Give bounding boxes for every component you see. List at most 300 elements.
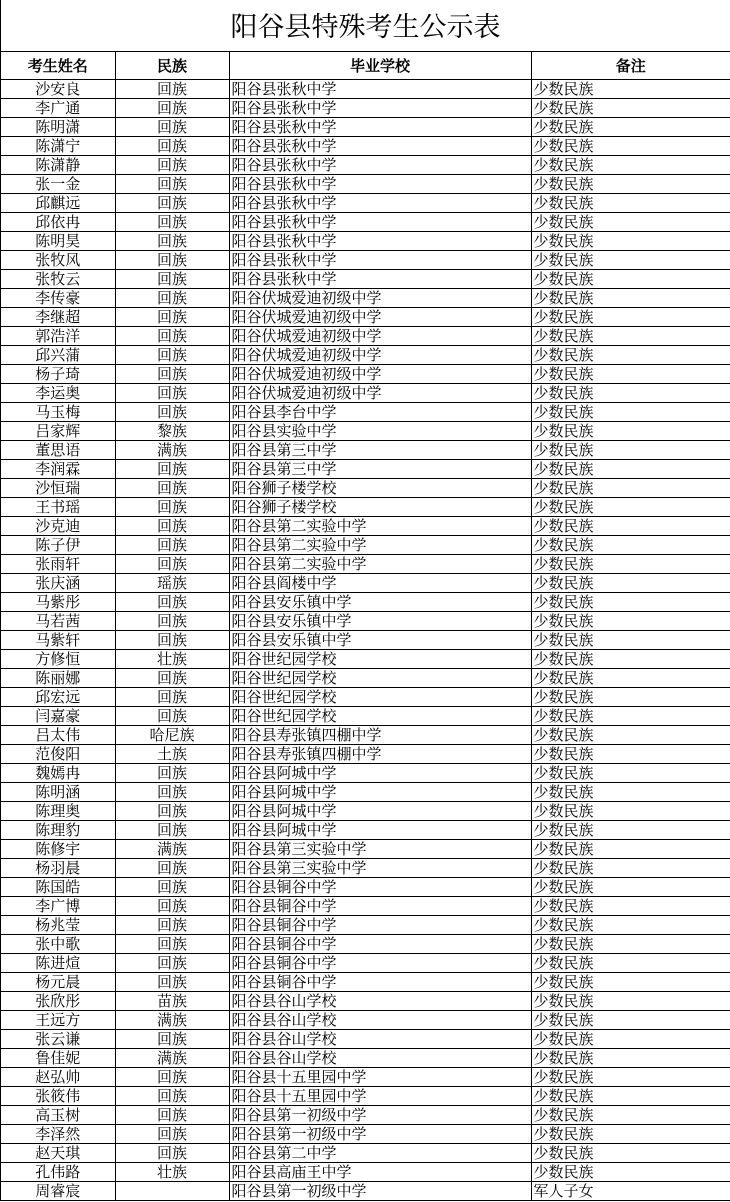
cell-ethnicity: 黎族 <box>115 422 229 441</box>
cell-ethnicity: 哈尼族 <box>115 726 229 745</box>
cell-ethnicity: 满族 <box>115 840 229 859</box>
cell-remark: 少数民族 <box>531 1068 730 1087</box>
cell-name: 吕家辉 <box>1 422 115 441</box>
cell-ethnicity: 回族 <box>115 289 229 308</box>
cell-remark: 少数民族 <box>531 80 730 99</box>
cell-school: 阳谷世纪园学校 <box>229 707 531 726</box>
table-row <box>1 593 730 612</box>
cell-school: 阳谷县寿张镇四棚中学 <box>229 745 531 764</box>
cell-ethnicity: 回族 <box>115 403 229 422</box>
cell-school: 阳谷县寿张镇四棚中学 <box>229 726 531 745</box>
cell-name: 陈国皓 <box>1 878 115 897</box>
cell-name: 王书瑶 <box>1 498 115 517</box>
cell-ethnicity: 回族 <box>115 669 229 688</box>
cell-name: 鲁佳妮 <box>1 1049 115 1068</box>
cell-ethnicity: 回族 <box>115 897 229 916</box>
cell-name: 陈进煊 <box>1 954 115 973</box>
cell-ethnicity: 回族 <box>115 688 229 707</box>
cell-remark: 少数民族 <box>531 1011 730 1030</box>
cell-remark: 少数民族 <box>531 802 730 821</box>
cell-name: 郭浩洋 <box>1 327 115 346</box>
cell-school: 阳谷伏城爱迪初级中学 <box>229 308 531 327</box>
cell-remark: 少数民族 <box>531 650 730 669</box>
cell-remark: 少数民族 <box>531 593 730 612</box>
cell-school: 阳谷县十五里园中学 <box>229 1087 531 1106</box>
cell-school: 阳谷县张秋中学 <box>229 156 531 175</box>
table-row <box>1 365 730 384</box>
cell-name: 赵弘帅 <box>1 1068 115 1087</box>
cell-remark: 少数民族 <box>531 536 730 555</box>
cell-ethnicity: 土族 <box>115 745 229 764</box>
table-row <box>1 289 730 308</box>
cell-ethnicity: 回族 <box>115 498 229 517</box>
cell-school: 阳谷县安乐镇中学 <box>229 631 531 650</box>
cell-ethnicity: 回族 <box>115 346 229 365</box>
cell-ethnicity: 回族 <box>115 612 229 631</box>
cell-school: 阳谷县第二实验中学 <box>229 517 531 536</box>
candidate-table <box>1 52 730 1201</box>
cell-remark: 军人子女 <box>531 1182 730 1201</box>
cell-name: 陈潇静 <box>1 156 115 175</box>
table-row <box>1 1144 730 1163</box>
table-row <box>1 726 730 745</box>
cell-remark: 少数民族 <box>531 137 730 156</box>
cell-ethnicity: 回族 <box>115 821 229 840</box>
table-row <box>1 555 730 574</box>
header-school: 毕业学校 <box>229 52 531 80</box>
cell-name: 王远方 <box>1 1011 115 1030</box>
cell-ethnicity: 回族 <box>115 878 229 897</box>
cell-remark: 少数民族 <box>531 270 730 289</box>
table-row <box>1 460 730 479</box>
cell-school: 阳谷县谷山学校 <box>229 992 531 1011</box>
cell-school: 阳谷县第二实验中学 <box>229 555 531 574</box>
cell-remark: 少数民族 <box>531 365 730 384</box>
cell-school: 阳谷县铜谷中学 <box>229 897 531 916</box>
cell-ethnicity: 回族 <box>115 555 229 574</box>
table-row <box>1 612 730 631</box>
page-title: 阳谷县特殊考生公示表 <box>1 0 730 52</box>
cell-school: 阳谷县张秋中学 <box>229 194 531 213</box>
cell-remark: 少数民族 <box>531 783 730 802</box>
cell-ethnicity: 满族 <box>115 1049 229 1068</box>
cell-ethnicity: 回族 <box>115 80 229 99</box>
cell-school: 阳谷县第三中学 <box>229 441 531 460</box>
cell-name: 陈子伊 <box>1 536 115 555</box>
cell-school: 阳谷县第二实验中学 <box>229 536 531 555</box>
table-row <box>1 1125 730 1144</box>
cell-ethnicity: 回族 <box>115 764 229 783</box>
table-row <box>1 1011 730 1030</box>
table-row <box>1 270 730 289</box>
table-row <box>1 783 730 802</box>
cell-remark: 少数民族 <box>531 1049 730 1068</box>
cell-name: 李运奥 <box>1 384 115 403</box>
cell-remark: 少数民族 <box>531 194 730 213</box>
cell-remark: 少数民族 <box>531 175 730 194</box>
cell-name: 范俊阳 <box>1 745 115 764</box>
cell-remark: 少数民族 <box>531 327 730 346</box>
cell-name: 马玉梅 <box>1 403 115 422</box>
cell-remark: 少数民族 <box>531 1030 730 1049</box>
cell-ethnicity: 回族 <box>115 1125 229 1144</box>
cell-school: 阳谷县第三实验中学 <box>229 859 531 878</box>
cell-remark: 少数民族 <box>531 897 730 916</box>
cell-ethnicity: 回族 <box>115 973 229 992</box>
cell-name: 吕太伟 <box>1 726 115 745</box>
cell-ethnicity: 壮族 <box>115 650 229 669</box>
cell-remark: 少数民族 <box>531 1125 730 1144</box>
cell-name: 沙安良 <box>1 80 115 99</box>
cell-school: 阳谷县铜谷中学 <box>229 954 531 973</box>
cell-school: 阳谷县第二中学 <box>229 1144 531 1163</box>
cell-name: 张一金 <box>1 175 115 194</box>
cell-school: 阳谷县第一初级中学 <box>229 1106 531 1125</box>
table-row <box>1 574 730 593</box>
cell-school: 阳谷县实验中学 <box>229 422 531 441</box>
cell-remark: 少数民族 <box>531 232 730 251</box>
cell-name: 张庆涵 <box>1 574 115 593</box>
cell-remark: 少数民族 <box>531 289 730 308</box>
table-row <box>1 346 730 365</box>
cell-name: 杨羽晨 <box>1 859 115 878</box>
table-row <box>1 118 730 137</box>
cell-remark: 少数民族 <box>531 555 730 574</box>
cell-school: 阳谷县阿城中学 <box>229 783 531 802</box>
cell-name: 陈丽娜 <box>1 669 115 688</box>
cell-school: 阳谷伏城爱迪初级中学 <box>229 346 531 365</box>
cell-ethnicity: 回族 <box>115 327 229 346</box>
cell-remark: 少数民族 <box>531 821 730 840</box>
cell-school: 阳谷县谷山学校 <box>229 1049 531 1068</box>
table-row <box>1 403 730 422</box>
table-row <box>1 859 730 878</box>
cell-remark: 少数民族 <box>531 1087 730 1106</box>
table-row <box>1 517 730 536</box>
cell-school: 阳谷县第三中学 <box>229 460 531 479</box>
cell-ethnicity: 回族 <box>115 384 229 403</box>
cell-school: 阳谷县张秋中学 <box>229 213 531 232</box>
cell-school: 阳谷县高庙王中学 <box>229 1163 531 1182</box>
cell-remark: 少数民族 <box>531 346 730 365</box>
cell-ethnicity: 回族 <box>115 802 229 821</box>
table-row <box>1 175 730 194</box>
cell-remark: 少数民族 <box>531 517 730 536</box>
cell-school: 阳谷县安乐镇中学 <box>229 593 531 612</box>
table-row <box>1 536 730 555</box>
cell-ethnicity: 回族 <box>115 270 229 289</box>
cell-remark: 少数民族 <box>531 441 730 460</box>
cell-school: 阳谷县第三实验中学 <box>229 840 531 859</box>
cell-ethnicity: 回族 <box>115 1068 229 1087</box>
cell-remark: 少数民族 <box>531 973 730 992</box>
cell-ethnicity: 回族 <box>115 251 229 270</box>
cell-remark: 少数民族 <box>531 916 730 935</box>
table-row <box>1 327 730 346</box>
cell-school: 阳谷县第一初级中学 <box>229 1125 531 1144</box>
table-row <box>1 745 730 764</box>
table-row <box>1 194 730 213</box>
cell-name: 方修恒 <box>1 650 115 669</box>
cell-school: 阳谷县安乐镇中学 <box>229 612 531 631</box>
table-row <box>1 1030 730 1049</box>
cell-name: 周睿宸 <box>1 1182 115 1201</box>
table-row <box>1 1068 730 1087</box>
cell-name: 沙克迪 <box>1 517 115 536</box>
cell-school: 阳谷县铜谷中学 <box>229 973 531 992</box>
cell-school: 阳谷县张秋中学 <box>229 175 531 194</box>
cell-school: 阳谷县张秋中学 <box>229 99 531 118</box>
cell-name: 陈理豹 <box>1 821 115 840</box>
table-row <box>1 707 730 726</box>
table-row <box>1 213 730 232</box>
cell-name: 李继超 <box>1 308 115 327</box>
table-row <box>1 422 730 441</box>
cell-name: 张筱伟 <box>1 1087 115 1106</box>
cell-ethnicity <box>115 1182 229 1201</box>
cell-name: 邱依冉 <box>1 213 115 232</box>
cell-name: 马若茜 <box>1 612 115 631</box>
cell-school: 阳谷县李台中学 <box>229 403 531 422</box>
cell-ethnicity: 回族 <box>115 308 229 327</box>
cell-name: 马紫轩 <box>1 631 115 650</box>
table-row <box>1 308 730 327</box>
cell-ethnicity: 回族 <box>115 175 229 194</box>
cell-ethnicity: 满族 <box>115 441 229 460</box>
cell-ethnicity: 回族 <box>115 935 229 954</box>
cell-remark: 少数民族 <box>531 669 730 688</box>
cell-name: 李传豪 <box>1 289 115 308</box>
cell-remark: 少数民族 <box>531 859 730 878</box>
cell-school: 阳谷县谷山学校 <box>229 1030 531 1049</box>
cell-remark: 少数民族 <box>531 403 730 422</box>
cell-remark: 少数民族 <box>531 726 730 745</box>
cell-remark: 少数民族 <box>531 422 730 441</box>
cell-remark: 少数民族 <box>531 935 730 954</box>
cell-name: 陈理奥 <box>1 802 115 821</box>
cell-name: 张牧云 <box>1 270 115 289</box>
cell-ethnicity: 回族 <box>115 1106 229 1125</box>
table-row <box>1 631 730 650</box>
cell-name: 陈修宇 <box>1 840 115 859</box>
cell-remark: 少数民族 <box>531 612 730 631</box>
cell-remark: 少数民族 <box>531 574 730 593</box>
cell-ethnicity: 瑶族 <box>115 574 229 593</box>
cell-name: 张欣彤 <box>1 992 115 1011</box>
cell-name: 陈潇宁 <box>1 137 115 156</box>
cell-ethnicity: 回族 <box>115 593 229 612</box>
cell-name: 邱兴蒲 <box>1 346 115 365</box>
cell-school: 阳谷伏城爱迪初级中学 <box>229 384 531 403</box>
table-row <box>1 821 730 840</box>
cell-school: 阳谷世纪园学校 <box>229 669 531 688</box>
cell-remark: 少数民族 <box>531 745 730 764</box>
table-row <box>1 137 730 156</box>
cell-remark: 少数民族 <box>531 156 730 175</box>
cell-remark: 少数民族 <box>531 384 730 403</box>
table-row <box>1 669 730 688</box>
header-ethnicity: 民族 <box>115 52 229 80</box>
cell-name: 邱宏远 <box>1 688 115 707</box>
cell-school: 阳谷县阎楼中学 <box>229 574 531 593</box>
cell-school: 阳谷世纪园学校 <box>229 688 531 707</box>
table-row <box>1 935 730 954</box>
cell-name: 邱麒远 <box>1 194 115 213</box>
cell-school: 阳谷县阿城中学 <box>229 764 531 783</box>
cell-name: 沙恒瑞 <box>1 479 115 498</box>
cell-school: 阳谷县张秋中学 <box>229 137 531 156</box>
cell-school: 阳谷狮子楼学校 <box>229 498 531 517</box>
cell-ethnicity: 回族 <box>115 954 229 973</box>
cell-school: 阳谷县铜谷中学 <box>229 935 531 954</box>
cell-school: 阳谷县张秋中学 <box>229 118 531 137</box>
table-row <box>1 992 730 1011</box>
cell-school: 阳谷县阿城中学 <box>229 821 531 840</box>
cell-remark: 少数民族 <box>531 251 730 270</box>
cell-remark: 少数民族 <box>531 1106 730 1125</box>
cell-school: 阳谷伏城爱迪初级中学 <box>229 365 531 384</box>
cell-remark: 少数民族 <box>531 764 730 783</box>
table-header-row <box>1 52 730 80</box>
cell-name: 董思语 <box>1 441 115 460</box>
cell-name: 魏嫣冉 <box>1 764 115 783</box>
cell-school: 阳谷县谷山学校 <box>229 1011 531 1030</box>
cell-remark: 少数民族 <box>531 707 730 726</box>
table-body <box>1 80 730 1201</box>
cell-name: 张中歌 <box>1 935 115 954</box>
cell-school: 阳谷伏城爱迪初级中学 <box>229 327 531 346</box>
cell-remark: 少数民族 <box>531 840 730 859</box>
cell-ethnicity: 满族 <box>115 1011 229 1030</box>
table-row <box>1 156 730 175</box>
table-row <box>1 441 730 460</box>
table-row <box>1 1049 730 1068</box>
cell-remark: 少数民族 <box>531 631 730 650</box>
cell-remark: 少数民族 <box>531 954 730 973</box>
cell-ethnicity: 回族 <box>115 460 229 479</box>
cell-name: 闫嘉豪 <box>1 707 115 726</box>
cell-remark: 少数民族 <box>531 878 730 897</box>
cell-ethnicity: 回族 <box>115 707 229 726</box>
cell-name: 张牧风 <box>1 251 115 270</box>
cell-ethnicity: 回族 <box>115 916 229 935</box>
cell-name: 李润霖 <box>1 460 115 479</box>
cell-name: 杨子琦 <box>1 365 115 384</box>
table-row <box>1 384 730 403</box>
cell-school: 阳谷县铜谷中学 <box>229 916 531 935</box>
cell-ethnicity: 回族 <box>115 194 229 213</box>
table-row <box>1 479 730 498</box>
table-row <box>1 650 730 669</box>
table-row <box>1 878 730 897</box>
cell-name: 杨元晨 <box>1 973 115 992</box>
cell-remark: 少数民族 <box>531 1163 730 1182</box>
cell-ethnicity: 回族 <box>115 479 229 498</box>
cell-school: 阳谷县张秋中学 <box>229 270 531 289</box>
cell-ethnicity: 回族 <box>115 99 229 118</box>
cell-remark: 少数民族 <box>531 99 730 118</box>
header-remark: 备注 <box>531 52 730 80</box>
table-row <box>1 1087 730 1106</box>
cell-ethnicity: 回族 <box>115 156 229 175</box>
cell-name: 张雨轩 <box>1 555 115 574</box>
cell-name: 赵天琪 <box>1 1144 115 1163</box>
header-name: 考生姓名 <box>1 52 115 80</box>
cell-school: 阳谷伏城爱迪初级中学 <box>229 289 531 308</box>
cell-name: 李泽然 <box>1 1125 115 1144</box>
table-row <box>1 688 730 707</box>
cell-name: 孔伟路 <box>1 1163 115 1182</box>
table-row <box>1 80 730 99</box>
cell-school: 阳谷狮子楼学校 <box>229 479 531 498</box>
table-row <box>1 498 730 517</box>
cell-remark: 少数民族 <box>531 992 730 1011</box>
table-row <box>1 973 730 992</box>
table-row <box>1 1106 730 1125</box>
cell-ethnicity: 回族 <box>115 783 229 802</box>
cell-ethnicity: 苗族 <box>115 992 229 1011</box>
cell-ethnicity: 回族 <box>115 213 229 232</box>
cell-remark: 少数民族 <box>531 688 730 707</box>
cell-school: 阳谷县张秋中学 <box>229 232 531 251</box>
cell-school: 阳谷县十五里园中学 <box>229 1068 531 1087</box>
cell-remark: 少数民族 <box>531 479 730 498</box>
cell-school: 阳谷县张秋中学 <box>229 80 531 99</box>
cell-name: 马紫彤 <box>1 593 115 612</box>
table-row <box>1 897 730 916</box>
cell-name: 张云谦 <box>1 1030 115 1049</box>
table-row <box>1 99 730 118</box>
cell-name: 杨兆莹 <box>1 916 115 935</box>
cell-ethnicity: 壮族 <box>115 1163 229 1182</box>
cell-ethnicity: 回族 <box>115 536 229 555</box>
table-row <box>1 764 730 783</box>
cell-school: 阳谷县阿城中学 <box>229 802 531 821</box>
cell-ethnicity: 回族 <box>115 859 229 878</box>
cell-ethnicity: 回族 <box>115 232 229 251</box>
cell-name: 陈明潇 <box>1 118 115 137</box>
cell-name: 李广博 <box>1 897 115 916</box>
cell-remark: 少数民族 <box>531 460 730 479</box>
table-row <box>1 840 730 859</box>
cell-remark: 少数民族 <box>531 1144 730 1163</box>
cell-remark: 少数民族 <box>531 498 730 517</box>
cell-school: 阳谷县第一初级中学 <box>229 1182 531 1201</box>
cell-name: 陈明涵 <box>1 783 115 802</box>
table-row <box>1 1182 730 1201</box>
cell-ethnicity: 回族 <box>115 1030 229 1049</box>
table-row <box>1 232 730 251</box>
cell-ethnicity: 回族 <box>115 1087 229 1106</box>
table-row <box>1 1163 730 1182</box>
cell-ethnicity: 回族 <box>115 118 229 137</box>
cell-remark: 少数民族 <box>531 213 730 232</box>
cell-name: 李广通 <box>1 99 115 118</box>
cell-ethnicity: 回族 <box>115 517 229 536</box>
cell-ethnicity: 回族 <box>115 137 229 156</box>
cell-school: 阳谷世纪园学校 <box>229 650 531 669</box>
table-row <box>1 251 730 270</box>
cell-name: 高玉树 <box>1 1106 115 1125</box>
cell-school: 阳谷县铜谷中学 <box>229 878 531 897</box>
table-row <box>1 916 730 935</box>
cell-name: 陈明昊 <box>1 232 115 251</box>
cell-ethnicity: 回族 <box>115 1144 229 1163</box>
cell-ethnicity: 回族 <box>115 365 229 384</box>
cell-ethnicity: 回族 <box>115 631 229 650</box>
table-row <box>1 802 730 821</box>
cell-school: 阳谷县张秋中学 <box>229 251 531 270</box>
